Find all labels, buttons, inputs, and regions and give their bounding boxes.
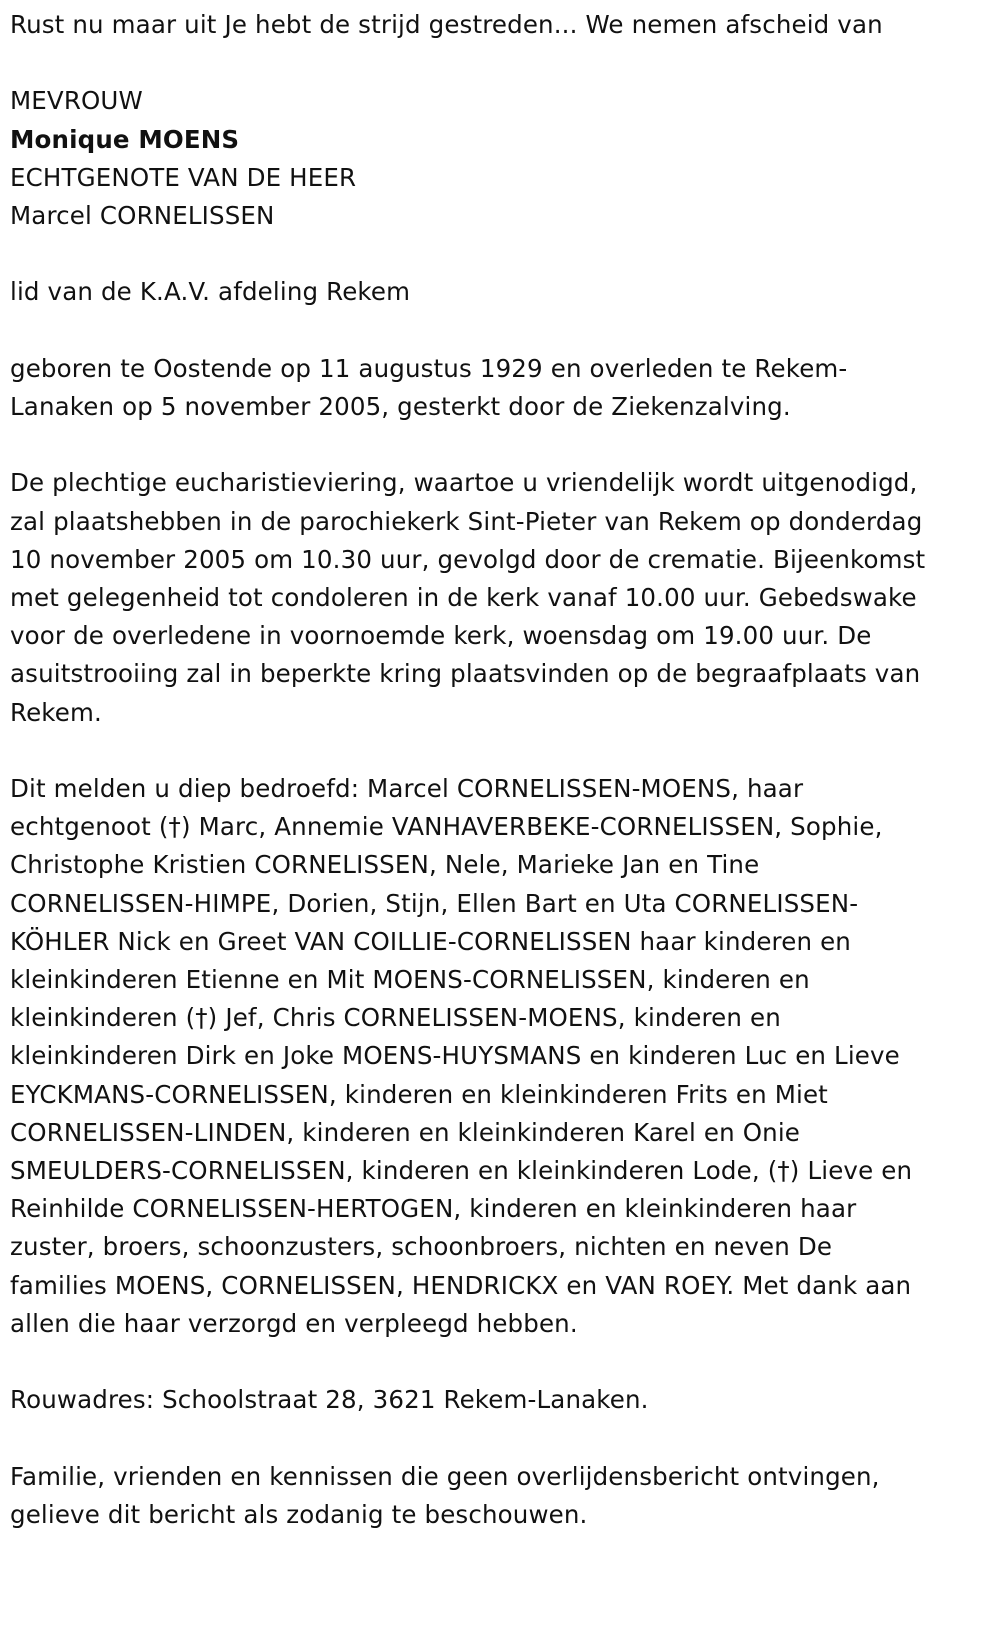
closing-line: Familie, vrienden en kennissen die geen overlijdensbericht ontvingen,	[10, 1461, 880, 1491]
family-line: SMEULDERS-CORNELISSEN, kinderen en kleinkinderen Lode, (†) Lieve en	[10, 1156, 913, 1186]
ceremony-line: De plechtige eucharistieviering, waartoe u vriendelijk wordt uitgenodigd,	[10, 468, 918, 498]
deceased-name: Monique MOENS	[10, 124, 240, 154]
family-paragraph	[10, 770, 990, 1343]
family-line: kleinkinderen Dirk en Joke MOENS-HUYSMANS en kinderen Luc en Lieve	[10, 1041, 900, 1071]
address-paragraph	[10, 1381, 990, 1419]
family-line: Reinhilde CORNELISSEN-HERTOGEN, kinderen en kleinkinderen haar	[10, 1194, 857, 1224]
closing-paragraph	[10, 1458, 990, 1534]
ceremony-line: asuitstrooiing zal in beperkte kring plaatsvinden op de begraafplaats van	[10, 659, 921, 689]
ceremony-line: met gelegenheid tot condoleren in de kerk vanaf 10.00 uur. Gebedswake	[10, 582, 917, 612]
membership-text: lid van de K.A.V. afdeling Rekem	[10, 277, 411, 307]
family-line: kleinkinderen Etienne en Mit MOENS-CORNELISSEN, kinderen en	[10, 965, 810, 994]
family-line: zuster, broers, schoonzusters, schoonbroers, nichten en neven De	[10, 1232, 833, 1262]
family-line: Christophe Kristien CORNELISSEN, Nele, Marieke Jan en Tine	[10, 850, 760, 880]
family-line: echtgenoot (†) Marc, Annemie VANHAVERBEKE-CORNELISSEN, Sophie,	[10, 812, 883, 842]
birth-death-line: geboren te Oostende op 11 augustus 1929 en overleden te Rekem-	[10, 353, 848, 383]
family-line: kleinkinderen (†) Jef, Chris CORNELISSEN-MOENS, kinderen en	[10, 1003, 781, 1033]
spouse-name: Marcel CORNELISSEN	[10, 201, 275, 230]
membership-paragraph	[10, 273, 990, 311]
family-line: CORNELISSEN-LINDEN, kinderen en kleinkinderen Karel en Onie	[10, 1117, 801, 1147]
ceremony-line: 10 november 2005 om 10.30 uur, gevolgd door de crematie. Bijeenkomst	[10, 544, 926, 574]
address-text: Rouwadres: Schoolstraat 28, 3621 Rekem-Lanaken.	[10, 1385, 649, 1415]
relation-text: ECHTGENOTE VAN DE HEER	[10, 162, 357, 192]
intro-paragraph	[10, 6, 990, 44]
ceremony-line: Rekem.	[10, 697, 102, 727]
deceased-header	[10, 82, 990, 235]
intro-text: Rust nu maar uit Je hebt de strijd gestreden... We nemen afscheid van	[10, 10, 883, 39]
ceremony-paragraph	[10, 464, 990, 731]
family-line: Dit melden u diep bedroefd: Marcel CORNELISSEN-MOENS, haar	[10, 773, 804, 803]
family-line: CORNELISSEN-HIMPE, Dorien, Stijn, Ellen Bart en Uta CORNELISSEN-	[10, 888, 859, 918]
family-line: allen die haar verzorgd en verpleegd hebben.	[10, 1308, 578, 1338]
family-line: EYCKMANS-CORNELISSEN, kinderen en kleinkinderen Frits en Miet	[10, 1079, 828, 1109]
birth-death-paragraph	[10, 350, 990, 426]
family-line: families MOENS, CORNELISSEN, HENDRICKX en VAN ROEY. Met dank aan	[10, 1270, 912, 1300]
birth-death-line: Lanaken op 5 november 2005, gesterkt door de Ziekenzalving.	[10, 391, 791, 421]
ceremony-line: voor de overledene in voornoemde kerk, woensdag om 19.00 uur. De	[10, 621, 872, 651]
closing-line: gelieve dit bericht als zodanig te beschouwen.	[10, 1499, 588, 1529]
ceremony-line: zal plaatshebben in de parochiekerk Sint-Pieter van Rekem op donderdag	[10, 506, 923, 536]
title-text: MEVROUW	[10, 86, 143, 116]
family-line: KÖHLER Nick en Greet VAN COILLIE-CORNELISSEN haar kinderen en	[10, 926, 851, 956]
